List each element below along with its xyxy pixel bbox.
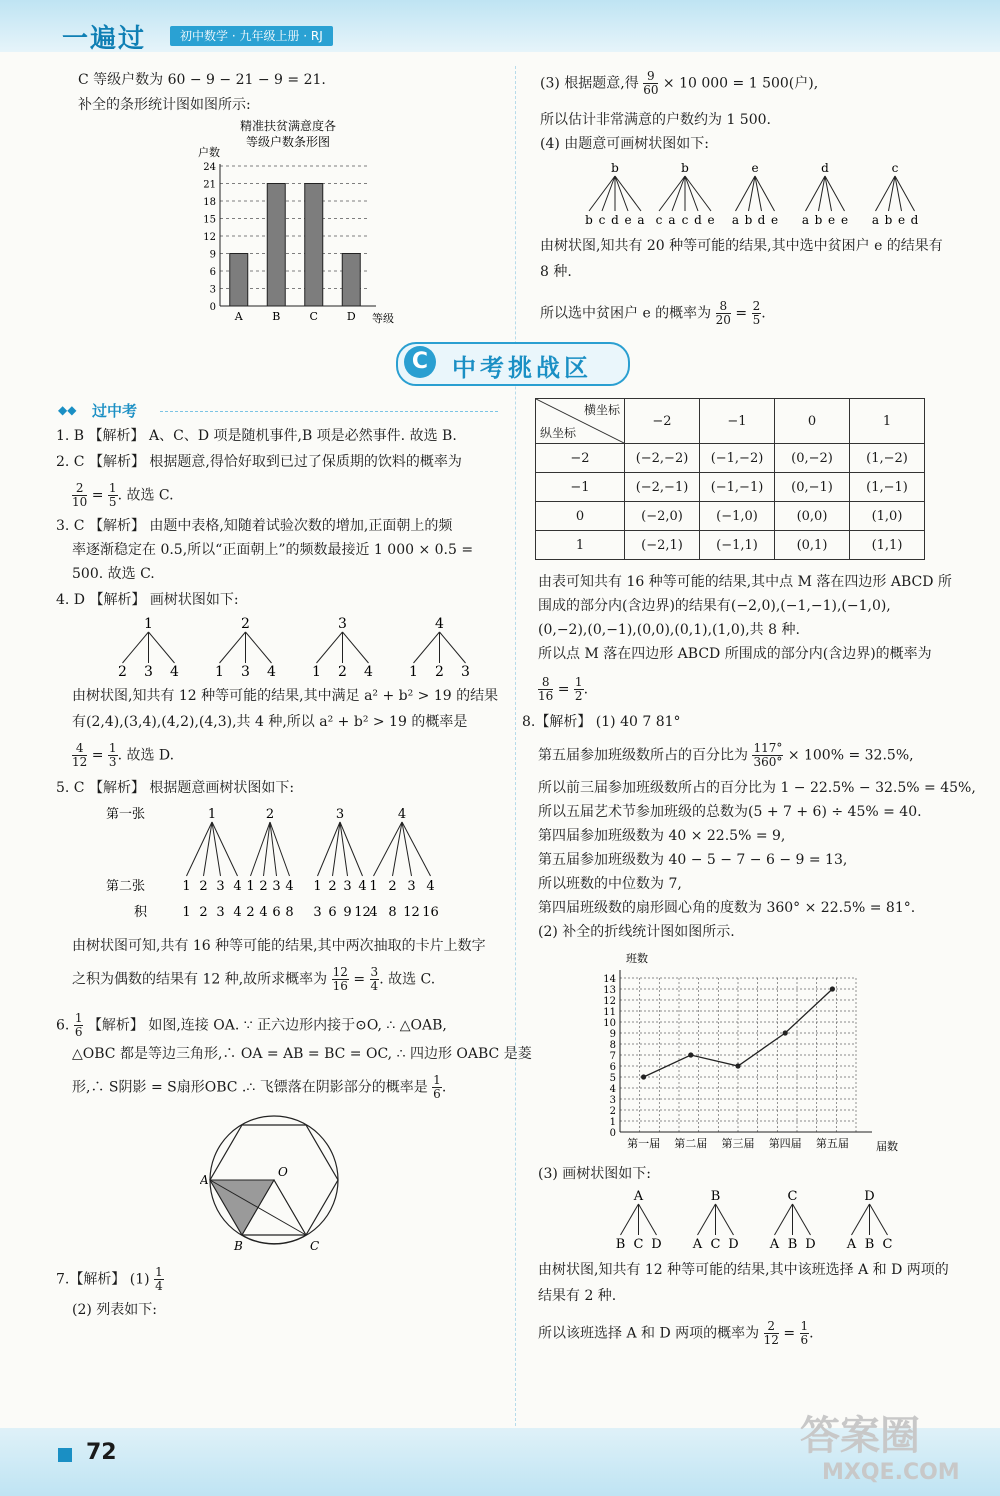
data-point	[783, 1030, 788, 1035]
tree-leaf: e	[770, 213, 779, 227]
text-prob-e: 所以选中贫困户 e 的概率为 $\frac{8}{20}$ = $\frac{2}{5}$ .	[540, 299, 766, 327]
data-point	[688, 1052, 693, 1057]
tree-branch	[615, 176, 628, 211]
y-tick-label: 3	[609, 1095, 616, 1106]
tree-leaf: c	[598, 213, 606, 227]
tree-branch	[602, 176, 615, 211]
x-tick-label: B	[272, 310, 281, 323]
q6-text-3: 形,∴ S阴影 = S扇形OBC .∴ 飞镖落在阴影部分的概率是 $\frac{1}{6}$ .	[72, 1073, 447, 1101]
table-cell: (−1,−2)	[700, 444, 775, 473]
tree-root: D	[864, 1189, 875, 1204]
tree-branch	[685, 176, 698, 211]
col-header: 1	[850, 399, 925, 444]
corner-bottom-label: 纵坐标	[540, 426, 577, 440]
watermark: 答案圈	[800, 1413, 920, 1459]
tree-root: 4	[435, 616, 444, 632]
r-text-1: 由表可知共有 16 种等可能的结果,其中点 M 落在四边形 ABCD 所	[538, 574, 952, 590]
subsection-rule	[160, 411, 498, 412]
tree-leaf: 1	[313, 879, 322, 894]
tree-leaf: d	[694, 213, 702, 227]
y-tick-label: 12	[203, 232, 216, 243]
q2-answer: $\frac{2}{10}$ = $\frac{1}{5}$ . 故选 C.	[72, 481, 174, 509]
tree-leaf: 4	[233, 879, 242, 894]
y-tick-label: 9	[609, 1029, 616, 1040]
tree-branch	[685, 176, 711, 211]
tree-leaf: 1	[215, 664, 224, 680]
tree-leaf: a	[668, 213, 676, 227]
tree-branch	[716, 1204, 734, 1235]
text-bar-intro: 补全的条形统计图如图所示:	[78, 97, 251, 113]
text-q3-right	[540, 70, 818, 97]
tree-leaf: 2	[388, 879, 397, 894]
tree-root: e	[751, 161, 759, 175]
watermark-url: MXQE.COM	[822, 1460, 960, 1485]
tree-leaf: 2	[118, 664, 127, 680]
tree-leaf: b	[744, 213, 753, 227]
table-cell: (−1,0)	[700, 502, 775, 531]
x-tick-label: 第一届	[627, 1137, 661, 1150]
product-value: 4	[259, 905, 268, 920]
q7-text: 7.【解析】 (1) $\frac{1}{4}$	[56, 1265, 163, 1293]
hexagon-figure	[200, 1110, 350, 1260]
row-header: 0	[536, 502, 625, 531]
q7-list-intro: (2) 列表如下:	[72, 1302, 157, 1318]
tree-root: 2	[241, 616, 250, 632]
q8-text-h: 第四届班级数的扇形圆心角的度数为 360° × 22.5% = 81°.	[538, 900, 916, 916]
tree-branch	[639, 1204, 657, 1235]
table-cell: (1,0)	[850, 502, 925, 531]
q5-result-2: 之积为偶数的结果有 12 种,故所求概率为 $\frac{12}{16}$ = $\frac{3}{4}$ . 故选 C.	[72, 965, 436, 993]
tree-root: 1	[144, 616, 153, 632]
x-tick-label: A	[234, 310, 243, 323]
q3-text-2: 率逐渐稳定在 0.5,所以“正面朝上”的频数最接近 1 000 × 0.5 =	[72, 542, 474, 558]
tree-branch	[672, 176, 685, 211]
tree-leaf: 1	[182, 879, 191, 894]
q8-text-j: (3) 画树状图如下:	[538, 1166, 651, 1182]
section-title: 中考挑战区	[452, 354, 592, 382]
tree-branch	[659, 176, 685, 211]
row-header: −2	[536, 444, 625, 473]
tree-root: 2	[265, 807, 275, 822]
tree-leaf: 3	[343, 879, 352, 894]
product-value: 6	[272, 905, 281, 920]
table-cell: (−2,−1)	[625, 473, 700, 502]
page-marker	[58, 1448, 72, 1462]
q4-result-1: 由树状图,知共有 12 种等可能的结果,其中满足 a² + b² > 19 的结果	[72, 688, 499, 704]
y-tick-label: 6	[609, 1062, 616, 1073]
product-value: 4	[369, 905, 378, 920]
table-cell: (−2,0)	[625, 502, 700, 531]
tree-root: B	[710, 1189, 721, 1204]
y-tick-label: 18	[203, 197, 216, 208]
r-text-4: 所以点 M 落在四边形 ABCD 所围成的部分内(含边界)的概率为	[538, 646, 932, 662]
x-tick-label: 第三届	[721, 1137, 755, 1150]
q4-answer: $\frac{4}{12}$ = $\frac{1}{3}$ . 故选 D.	[72, 741, 175, 769]
tree-leaf: e	[624, 213, 632, 227]
bar	[342, 254, 360, 307]
q1-text: 1. B 【解析】 A、C、D 项是随机事件,B 项是必然事件. 故选 B.	[56, 428, 457, 444]
data-point	[735, 1063, 740, 1068]
bar	[230, 254, 248, 307]
tree-root: c	[891, 161, 899, 175]
subsection-icon: ◆◆	[58, 403, 77, 417]
tree-leaf: C	[710, 1237, 721, 1252]
tree-root: b	[611, 161, 619, 175]
row-header: −1	[536, 473, 625, 502]
q8-text: 8.【解析】 (1) 40 7 81°	[522, 714, 681, 730]
q2-text: 2. C 【解析】 根据题意,得恰好取到已过了保质期的饮料的概率为	[56, 454, 462, 470]
tree-branch	[343, 632, 369, 663]
col-header: −1	[700, 399, 775, 444]
section-letter: C	[404, 346, 436, 378]
point-O: O	[278, 1165, 288, 1179]
tree-branch	[149, 632, 175, 663]
tree-leaf: e	[827, 213, 836, 227]
tree-leaf: 2	[328, 879, 337, 894]
tree-branch	[615, 176, 641, 211]
chart-y-label: 户数	[198, 146, 220, 159]
q5-product-label: 积	[134, 905, 148, 920]
bar-chart	[180, 114, 420, 336]
q3-result: × 10 000 = 1 500(户),	[662, 75, 819, 92]
tree-leaf: C	[633, 1237, 644, 1252]
tree-leaf: e	[840, 213, 849, 227]
product-value: 8	[388, 905, 397, 920]
table-row	[536, 444, 925, 473]
tree-branch	[870, 1204, 888, 1235]
table-cell: (1,−1)	[850, 473, 925, 502]
tree-leaf: A	[692, 1237, 703, 1252]
y-tick-label: 8	[609, 1040, 616, 1051]
line-chart-y-label: 班数	[626, 952, 648, 965]
tree-root: 3	[335, 807, 345, 822]
q5-text: 5. C 【解析】 根据题意画树状图如下:	[56, 780, 295, 796]
y-tick-label: 4	[609, 1084, 616, 1095]
product-value: 9	[343, 905, 352, 920]
tree-leaf: d	[910, 213, 919, 227]
tree-branch	[698, 1204, 716, 1235]
table-cell: (0,1)	[775, 531, 850, 560]
text-8-kinds: 8 种.	[540, 264, 572, 280]
col-header: 0	[775, 399, 850, 444]
y-tick-label: 0	[609, 1128, 616, 1139]
tree-leaf: a	[637, 213, 645, 227]
table-cell: (0,−2)	[775, 444, 850, 473]
r-text-5: $\frac{8}{16}$ = $\frac{1}{2}$ .	[538, 675, 589, 703]
coordinate-table	[535, 398, 925, 560]
q8-text-g: 所以班数的中位数为 7,	[538, 876, 682, 892]
tree-leaf: 4	[426, 879, 435, 894]
q5-result-1: 由树状图可知,共有 16 种等可能的结果,其中两次抽取的卡片上数字	[72, 938, 486, 954]
table-cell: (−1,1)	[700, 531, 775, 560]
bar	[305, 184, 323, 307]
tree-branch	[123, 632, 149, 663]
tree-diagram-e	[580, 160, 930, 232]
text-tree-result: 由树状图,知共有 20 种等可能的结果,其中选中贫困户 e 的结果有	[540, 238, 943, 254]
r-text-3: (0,−2),(0,−1),(0,0),(0,1),(1,0),共 8 种.	[538, 622, 800, 638]
tree-root: C	[787, 1189, 798, 1204]
tree-leaf: A	[846, 1237, 857, 1252]
col-header: −2	[625, 399, 700, 444]
table-row	[536, 531, 925, 560]
point-A: A	[200, 1173, 209, 1187]
point-B: B	[234, 1239, 243, 1253]
tree-diagram-q4	[100, 614, 490, 684]
table-row	[536, 502, 925, 531]
table-cell: (−2,1)	[625, 531, 700, 560]
y-tick-label: 2	[609, 1106, 616, 1117]
tree-leaf: 4	[358, 879, 367, 894]
product-value: 12	[403, 905, 420, 920]
tree-leaf: b	[585, 213, 593, 227]
tree-diagram-q8	[600, 1186, 910, 1256]
tree-leaf: c	[681, 213, 689, 227]
y-tick-label: 13	[603, 985, 616, 996]
subsection-title: 过中考	[92, 402, 138, 420]
tree-leaf: A	[769, 1237, 780, 1252]
tree-branch	[440, 632, 466, 663]
y-tick-label: 14	[603, 974, 616, 985]
tree-root: b	[681, 161, 689, 175]
tree-diagram-q5	[100, 800, 500, 922]
y-tick-label: 3	[209, 284, 216, 296]
q8-text-m: 所以该班选择 A 和 D 两项的概率为 $\frac{2}{12}$ = $\frac{1}{6}$ .	[538, 1319, 814, 1347]
line-chart	[590, 944, 920, 1154]
q8-text-d: 所以五届艺术节参加班级的总数为(5 + 7 + 6) ÷ 45% = 40.	[538, 804, 922, 820]
product-value: 6	[328, 905, 337, 920]
product-value: 1	[182, 905, 191, 920]
tree-leaf: 2	[259, 879, 268, 894]
corner-top-label: 横坐标	[583, 403, 620, 417]
product-value: 3	[313, 905, 322, 920]
tree-leaf: 3	[144, 664, 153, 680]
page-number: 72	[86, 1440, 117, 1465]
tree-leaf: 2	[199, 879, 208, 894]
product-value: 2	[199, 905, 208, 920]
line-chart-x-label: 届数	[876, 1140, 898, 1153]
tree-branch	[793, 1204, 811, 1235]
q3-lead: (3) 根据题意,得	[540, 75, 639, 92]
tree-leaf: c	[655, 213, 663, 227]
tree-leaf: 3	[407, 879, 416, 894]
q5-first-card-label: 第一张	[106, 807, 146, 822]
data-point	[830, 986, 835, 991]
y-tick-label: 9	[209, 249, 216, 261]
x-tick-label: 第四届	[768, 1137, 802, 1150]
tree-leaf: B	[864, 1237, 875, 1252]
table-cell: (0,−1)	[775, 473, 850, 502]
series-logo: 一遍过	[62, 24, 147, 54]
q8-text-c: 所以前三届参加班级数所占的百分比为 1 − 22.5% − 32.5% = 45%,	[538, 780, 976, 796]
tree-leaf: D	[728, 1237, 739, 1252]
chart-title-line2: 等级户数条形图	[245, 135, 331, 149]
tree-leaf: 1	[409, 664, 418, 680]
y-tick-label: 24	[203, 162, 216, 173]
q8-text-l: 结果有 2 种.	[538, 1288, 617, 1304]
tree-leaf: 4	[285, 879, 294, 894]
tree-leaf: 2	[338, 664, 347, 680]
tree-leaf: 4	[364, 664, 373, 680]
q8-text-i: (2) 补全的折线统计图如图所示.	[538, 924, 735, 940]
tree-leaf: e	[897, 213, 906, 227]
q8-text-f: 第五届参加班级数为 40 − 5 − 7 − 6 − 9 = 13,	[538, 852, 848, 868]
table-cell: (1,1)	[850, 531, 925, 560]
product-value: 16	[422, 905, 439, 920]
row-header: 1	[536, 531, 625, 560]
y-tick-label: 21	[203, 179, 216, 191]
y-tick-label: 10	[603, 1018, 616, 1029]
q8-text-b: 第五届参加班级数所占的百分比为 $\frac{117^\circ}{360^\circ}$ × 100% = 32.5%,	[538, 741, 914, 769]
tree-leaf: 1	[246, 879, 255, 894]
tree-branch	[220, 632, 246, 663]
bar	[267, 184, 285, 307]
tree-leaf: B	[615, 1237, 626, 1252]
tree-root: 4	[397, 807, 407, 822]
tree-leaf: 3	[216, 879, 225, 894]
point-C: C	[310, 1239, 320, 1253]
tree-leaf: D	[805, 1237, 816, 1252]
tree-leaf: 3	[461, 664, 470, 680]
r-text-2: 围成的部分内(含边界)的结果有(−2,0),(−1,−1),(−1,0),	[538, 598, 891, 614]
q3-text-3: 500. 故选 C.	[72, 566, 155, 582]
tree-leaf: 2	[435, 664, 444, 680]
tree-leaf: a	[731, 213, 740, 227]
x-tick-label: 第五届	[815, 1137, 849, 1150]
tree-root: A	[633, 1189, 644, 1204]
data-point	[641, 1074, 646, 1079]
q6-text-1: 6. $\frac{1}{6}$ 【解析】 如图,连接 OA. ∵ 正六边形内接于⊙O, ∴ △OAB,	[56, 1011, 447, 1039]
y-tick-label: 0	[209, 302, 216, 313]
chart-x-label: 等级	[372, 312, 394, 325]
tree-leaf: B	[787, 1237, 798, 1252]
page-header	[0, 0, 1000, 52]
tree-leaf: D	[651, 1237, 662, 1252]
q5-second-card-label: 第二张	[106, 879, 146, 894]
table-row	[536, 473, 925, 502]
tree-leaf: 4	[267, 664, 276, 680]
tree-leaf: b	[884, 213, 893, 227]
table-corner	[536, 399, 625, 444]
tree-root: 3	[338, 616, 347, 632]
product-value: 4	[233, 905, 242, 920]
q8-text-e: 第四届参加班级数为 40 × 22.5% = 9,	[538, 828, 786, 844]
tree-branch	[414, 632, 440, 663]
tree-branch	[317, 632, 343, 663]
tree-branch	[852, 1204, 870, 1235]
q6-text-2: △OBC 都是等边三角形,∴ OA = AB = BC = OC, ∴ 四边形 OABC 是菱	[72, 1046, 532, 1062]
tree-leaf: b	[814, 213, 823, 227]
column-divider	[515, 66, 516, 1426]
x-tick-label: D	[346, 310, 356, 323]
text-estimate: 所以估计非常满意的户数约为 1 500.	[540, 112, 771, 128]
tree-branch	[775, 1204, 793, 1235]
x-tick-label: C	[309, 310, 318, 323]
product-value: 2	[246, 905, 255, 920]
tree-leaf: 1	[312, 664, 321, 680]
tree-leaf: d	[611, 213, 619, 227]
product-value: 12	[354, 905, 371, 920]
text-c-grade: C 等级户数为 60 − 9 − 21 − 9 = 21.	[78, 72, 326, 88]
q4-text: 4. D 【解析】 画树状图如下:	[56, 592, 239, 608]
y-tick-label: 12	[603, 996, 616, 1007]
book-tag: 初中数学 · 九年级上册 · RJ	[170, 26, 333, 46]
y-tick-label: 7	[609, 1051, 616, 1062]
product-value: 8	[285, 905, 294, 920]
tree-leaf: e	[707, 213, 715, 227]
table-cell: (1,−2)	[850, 444, 925, 473]
y-tick-label: 6	[209, 267, 216, 278]
q8-text-k: 由树状图,知共有 12 种等可能的结果,其中该班选择 A 和 D 两项的	[538, 1262, 949, 1278]
tree-branch	[589, 176, 615, 211]
q3-text-1: 3. C 【解析】 由题中表格,知随着试验次数的增加,正面朝上的频	[56, 518, 453, 534]
tree-leaf: C	[882, 1237, 893, 1252]
fraction-9-60: $\frac{9}{60}$	[643, 69, 659, 97]
tree-leaf: a	[871, 213, 880, 227]
tree-root: 1	[207, 807, 217, 822]
tree-leaf: d	[757, 213, 766, 227]
product-value: 3	[216, 905, 225, 920]
table-cell: (0,0)	[775, 502, 850, 531]
tree-leaf: a	[801, 213, 810, 227]
table-cell: (−1,−1)	[700, 473, 775, 502]
x-tick-label: 第二届	[674, 1137, 708, 1150]
tree-leaf: 3	[241, 664, 250, 680]
y-tick-label: 11	[603, 1007, 616, 1018]
y-tick-label: 5	[609, 1073, 616, 1084]
tree-branch	[246, 632, 272, 663]
tree-branch	[621, 1204, 639, 1235]
chart-title-line1: 精准扶贫满意度各	[239, 119, 337, 133]
tree-leaf: 1	[369, 879, 378, 894]
prob-e-lead: 所以选中贫困户 e 的概率为	[540, 305, 712, 322]
y-tick-label: 1	[609, 1117, 616, 1128]
tree-leaf: 3	[272, 879, 281, 894]
text-q4-intro: (4) 由题意可画树状图如下:	[540, 136, 709, 152]
tree-root: d	[821, 161, 829, 175]
tree-leaf: 4	[170, 664, 179, 680]
table-cell: (−2,−2)	[625, 444, 700, 473]
y-tick-label: 15	[203, 214, 216, 226]
q4-result-2: 有(2,4),(3,4),(4,2),(4,3),共 4 种,所以 a² + b² > 19 的概率是	[72, 714, 468, 730]
